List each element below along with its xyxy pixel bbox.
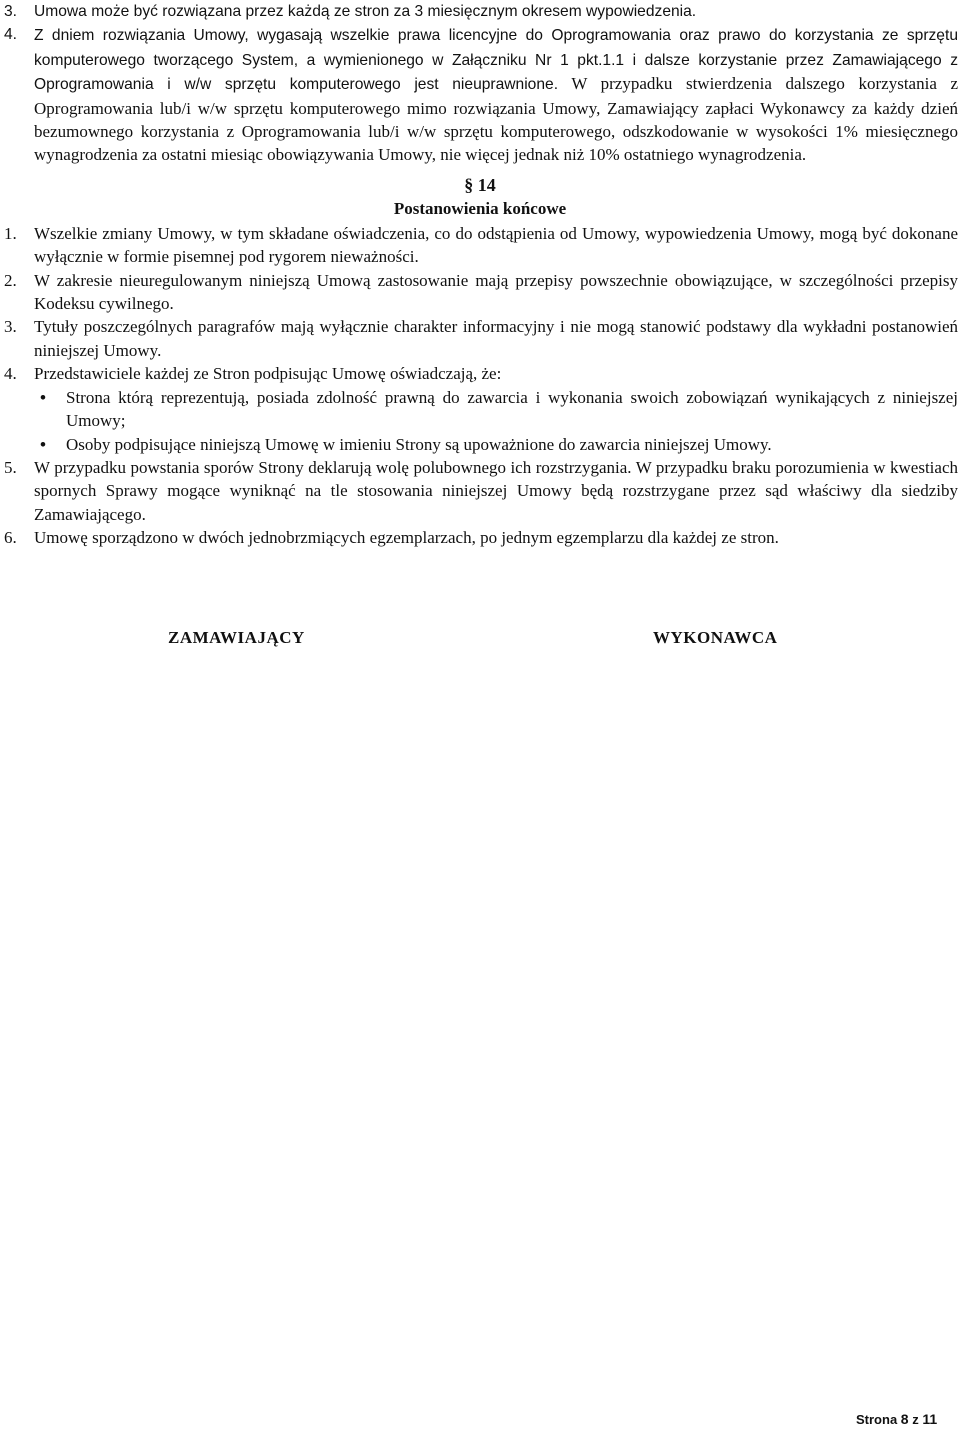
provision-number: 3. (4, 317, 17, 337)
provision-item-4 (0, 362, 960, 456)
clause-number: 4. (4, 26, 18, 44)
provision-item-1 (0, 222, 960, 269)
provision-number: 6. (4, 528, 17, 548)
list-item (34, 386, 958, 433)
provision-item-3 (0, 315, 960, 362)
page-total: 11 (922, 1411, 938, 1427)
provision-text: Tytuły poszczególnych paragrafów mają wyłącznie charakter informacyjny i nie mogą stanowić podstawy dla wykładni postanowień niniejszej Umowy. (34, 317, 958, 360)
list-item (34, 433, 958, 456)
provision-item-5 (0, 456, 960, 526)
page-separator: z (912, 1412, 919, 1427)
signature-block (0, 628, 960, 656)
clause-number: 3. (4, 3, 18, 20)
page-footer (856, 1411, 937, 1427)
provision-number: 2. (4, 270, 17, 290)
provision-text: Umowę sporządzono w dwóch jednobrzmiących egzemplarzach, po jednym egzemplarzu dla każdej ze stron. (34, 528, 779, 548)
section-number: § 14 (464, 174, 496, 195)
bullet-text: Strona którą reprezentują, posiada zdolność prawną do zawarcia i wykonania swoich zobowiązań wynikających z niniejszej Umowy; (66, 387, 958, 431)
page-label: Strona (856, 1412, 898, 1427)
provision-item-6 (0, 526, 960, 549)
bullet-icon: • (40, 434, 46, 454)
final-provisions-list (0, 222, 960, 550)
provision-text: Wszelkie zmiany Umowy, w tym składane oświadczenia, co do odstąpienia od Umowy, wypowiedzenia Umowy, mogą być dokonane wyłącznie w formie pisemnej pod rygorem nieważności. (34, 223, 958, 267)
provision-number: 1. (4, 223, 17, 243)
bullet-list (34, 386, 958, 456)
page-number: 8 (900, 1411, 909, 1427)
section-heading (0, 173, 960, 221)
signature-contractor: WYKONAWCA (653, 628, 778, 647)
provision-text: Przedstawiciele każdej ze Stron podpisując Umowę oświadczają, że: (34, 364, 502, 384)
bullet-icon: • (40, 387, 46, 407)
section-title: Postanowienia końcowe (393, 198, 567, 218)
clause-item-3 (0, 0, 960, 23)
continuation-list (0, 0, 960, 167)
provision-number: 4. (4, 364, 17, 384)
bullet-text: Osoby podpisujące niniejszą Umowę w imieniu Strony są upoważnione do zawarcia niniejszej Umowy. (66, 434, 772, 454)
clause-text-part-1: Z dniem rozwiązania Umowy, wygasają wszelkie prawa licencyjne do Oprogramowania oraz prawo do korzystania ze sprzętu komputerowego tworzącego System, a wymienionego w Załączniku Nr 1 pkt.1.1 i dalsze korzystanie przez Zamawiającego z Oprogramowania i w/w sprzętu komputerowego jest nieuprawnione. (34, 27, 958, 94)
clause-text: Umowa może być rozwiązana przez każdą ze stron za 3 miesięcznym okresem wypowiedzenia. (34, 3, 697, 20)
provision-number: 5. (4, 457, 17, 477)
signature-ordering-party: ZAMAWIAJĄCY (168, 628, 305, 647)
clause-item-4 (0, 23, 960, 166)
provision-text: W zakresie nieuregulowanym niniejszą Umową zastosowanie mają przepisy powszechnie obowiązujące, w szczególności przepisy Kodeksu cywilnego. (34, 270, 958, 314)
provision-text: W przypadku powstania sporów Strony deklarują wolę polubownego ich rozstrzygania. W przypadku braku porozumienia w kwestiach spornych Sprawy mogące wyniknąć na tle stosowania niniejszej Umowy będą rozstrzygane przez sąd właściwy dla siedziby Zamawiającego. (34, 457, 958, 524)
provision-item-2 (0, 269, 960, 316)
clause-text-part-2: W przypadku stwierdzenia dalszego korzystania z Oprogramowania lub/i w/w sprzętu komputerowego mimo rozwiązania Umowy, Zamawiający zapłaci Wykonawcy za każdy dzień bezumownego korzystania z Oprogramowania lub/i w/w sprzętu komputerowego, odszkodowanie w wysokości 1% miesięcznego wynagrodzenia za ostatni miesiąc obowiązywania Umowy, nie więcej jednak niż 10% ostatniego wynagrodzenia. (34, 74, 958, 165)
